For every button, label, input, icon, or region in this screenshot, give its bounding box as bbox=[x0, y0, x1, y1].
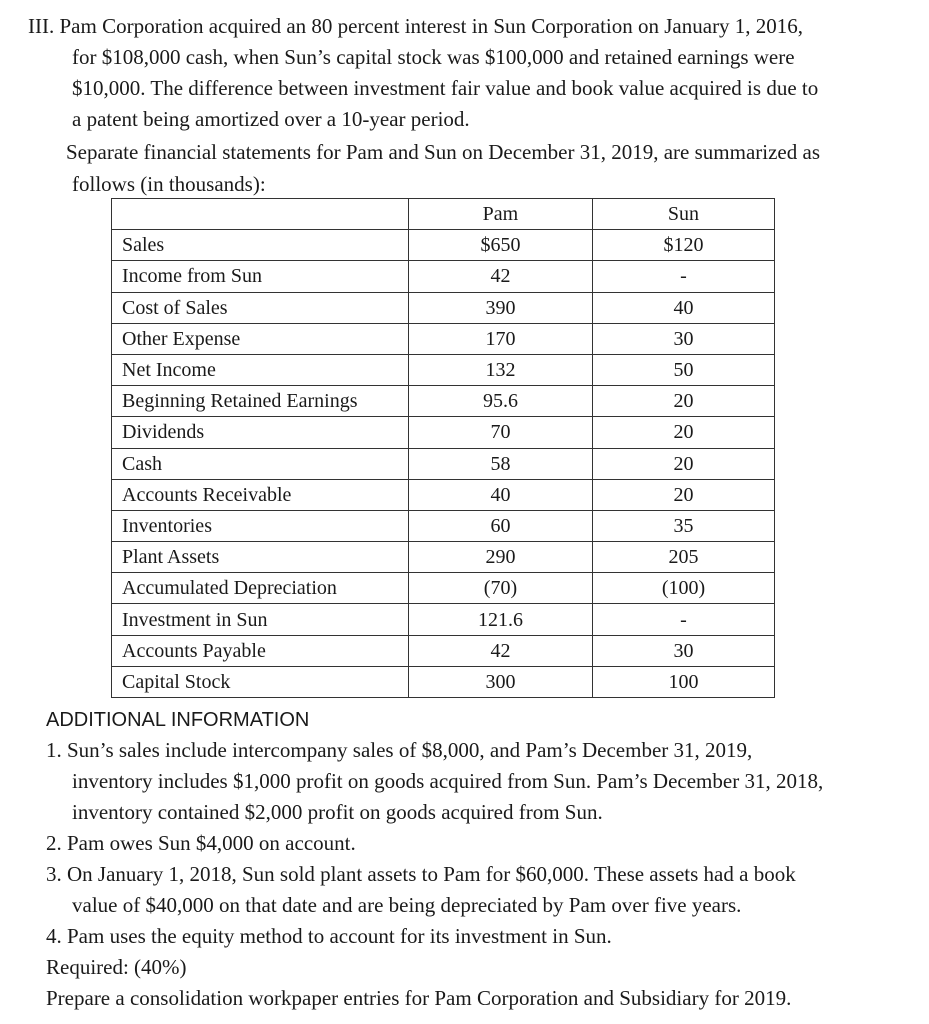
header-label-cell bbox=[112, 199, 409, 230]
row-pam-cell: 300 bbox=[408, 666, 592, 697]
row-label-cell: Net Income bbox=[112, 354, 409, 385]
row-pam-cell: 132 bbox=[408, 354, 592, 385]
additional-info-line: 1. Sun’s sales include intercompany sales of $8,000, and Pam’s December 31, 2019, bbox=[46, 738, 753, 762]
row-sun-cell: 100 bbox=[592, 666, 774, 697]
table-row bbox=[112, 386, 775, 417]
additional-info-line: value of $40,000 on that date and are being depreciated by Pam over five years. bbox=[72, 893, 742, 917]
additional-info-heading: ADDITIONAL INFORMATION bbox=[46, 709, 310, 731]
row-sun-cell: 40 bbox=[592, 292, 774, 323]
table-row bbox=[112, 323, 775, 354]
row-label-cell: Dividends bbox=[112, 417, 409, 448]
intro-line: follows (in thousands): bbox=[72, 172, 266, 196]
table-row bbox=[112, 417, 775, 448]
row-sun-cell: 20 bbox=[592, 448, 774, 479]
row-sun-cell: 30 bbox=[592, 635, 774, 666]
row-pam-cell: 40 bbox=[408, 479, 592, 510]
row-sun-cell: - bbox=[592, 604, 774, 635]
row-pam-cell: 42 bbox=[408, 635, 592, 666]
additional-info-line: inventory contained $2,000 profit on goods acquired from Sun. bbox=[72, 800, 603, 824]
row-label-cell: Beginning Retained Earnings bbox=[112, 386, 409, 417]
row-sun-cell: 20 bbox=[592, 417, 774, 448]
additional-info-line: inventory includes $1,000 profit on goods acquired from Sun. Pam’s December 31, 2018, bbox=[72, 769, 824, 793]
row-pam-cell: 95.6 bbox=[408, 386, 592, 417]
additional-info-line: 4. Pam uses the equity method to account for its investment in Sun. bbox=[46, 924, 612, 948]
table-row bbox=[112, 635, 775, 666]
required-line: Required: (40%) bbox=[46, 955, 187, 979]
row-pam-cell: 170 bbox=[408, 323, 592, 354]
row-label-cell: Sales bbox=[112, 230, 409, 261]
row-pam-cell: (70) bbox=[408, 573, 592, 604]
table-header-row bbox=[112, 199, 775, 230]
row-pam-cell: 290 bbox=[408, 542, 592, 573]
financial-statements-table bbox=[111, 198, 775, 698]
row-pam-cell: 70 bbox=[408, 417, 592, 448]
table-row bbox=[112, 354, 775, 385]
row-label-cell: Accounts Receivable bbox=[112, 479, 409, 510]
row-label-cell: Plant Assets bbox=[112, 542, 409, 573]
header-pam-cell: Pam bbox=[408, 199, 592, 230]
row-pam-cell: 60 bbox=[408, 510, 592, 541]
row-label-cell: Income from Sun bbox=[112, 261, 409, 292]
intro-line: for $108,000 cash, when Sun’s capital stock was $100,000 and retained earnings were bbox=[72, 45, 795, 69]
intro-line: Separate financial statements for Pam and Sun on December 31, 2019, are summarized as bbox=[66, 140, 821, 164]
row-sun-cell: (100) bbox=[592, 573, 774, 604]
row-label-cell: Inventories bbox=[112, 510, 409, 541]
row-sun-cell: 35 bbox=[592, 510, 774, 541]
row-label-cell: Other Expense bbox=[112, 323, 409, 354]
additional-info-line: 3. On January 1, 2018, Sun sold plant assets to Pam for $60,000. These assets had a book bbox=[46, 862, 796, 886]
table-row bbox=[112, 261, 775, 292]
row-sun-cell: - bbox=[592, 261, 774, 292]
table-row bbox=[112, 292, 775, 323]
table-row bbox=[112, 510, 775, 541]
table-row bbox=[112, 573, 775, 604]
table-row bbox=[112, 542, 775, 573]
row-sun-cell: $120 bbox=[592, 230, 774, 261]
row-pam-cell: 58 bbox=[408, 448, 592, 479]
row-label-cell: Cash bbox=[112, 448, 409, 479]
row-sun-cell: 20 bbox=[592, 386, 774, 417]
table-row bbox=[112, 604, 775, 635]
prepare-instruction: Prepare a consolidation workpaper entries for Pam Corporation and Subsidiary for 2019. bbox=[46, 986, 792, 1010]
row-pam-cell: $650 bbox=[408, 230, 592, 261]
row-label-cell: Capital Stock bbox=[112, 666, 409, 697]
row-sun-cell: 50 bbox=[592, 354, 774, 385]
row-pam-cell: 390 bbox=[408, 292, 592, 323]
row-label-cell: Accumulated Depreciation bbox=[112, 573, 409, 604]
table-row bbox=[112, 448, 775, 479]
row-sun-cell: 20 bbox=[592, 479, 774, 510]
header-sun-cell: Sun bbox=[592, 199, 774, 230]
row-label-cell: Accounts Payable bbox=[112, 635, 409, 666]
row-label-cell: Cost of Sales bbox=[112, 292, 409, 323]
row-label-cell: Investment in Sun bbox=[112, 604, 409, 635]
intro-line: $10,000. The difference between investment fair value and book value acquired is due to bbox=[72, 76, 819, 100]
row-pam-cell: 42 bbox=[408, 261, 592, 292]
intro-line: a patent being amortized over a 10-year period. bbox=[72, 107, 470, 131]
row-sun-cell: 205 bbox=[592, 542, 774, 573]
table-row bbox=[112, 479, 775, 510]
additional-info-line: 2. Pam owes Sun $4,000 on account. bbox=[46, 831, 356, 855]
row-sun-cell: 30 bbox=[592, 323, 774, 354]
row-pam-cell: 121.6 bbox=[408, 604, 592, 635]
table-row bbox=[112, 666, 775, 697]
table-row bbox=[112, 230, 775, 261]
intro-line: III. Pam Corporation acquired an 80 percent interest in Sun Corporation on January 1, 2016, bbox=[28, 14, 804, 38]
